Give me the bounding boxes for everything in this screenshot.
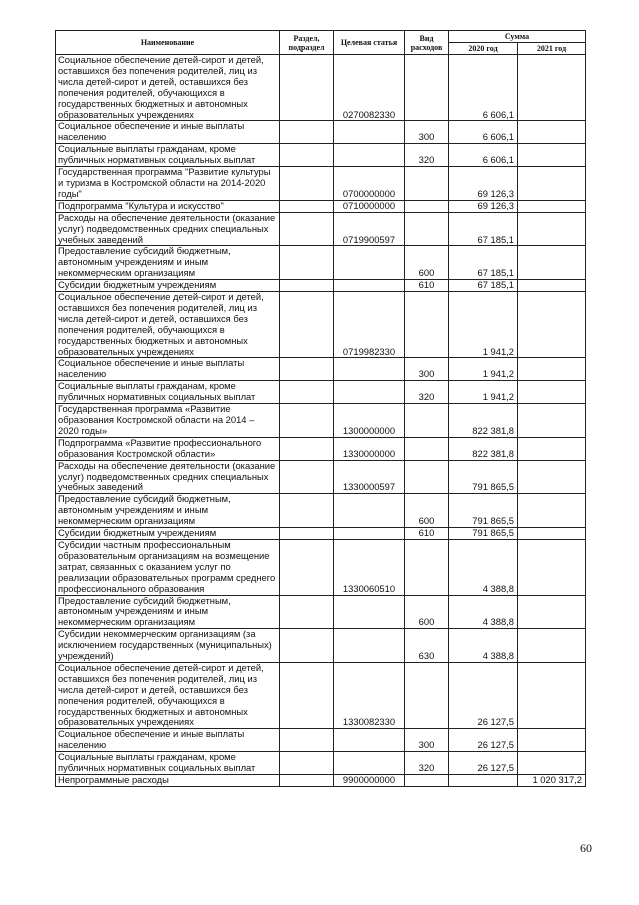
row-section-cell bbox=[280, 121, 334, 144]
row-sum-2020-cell: 26 127,5 bbox=[449, 662, 518, 728]
row-name-cell: Социальное обеспечение и иные выплаты населению bbox=[56, 121, 280, 144]
row-type-cell: 600 bbox=[405, 246, 449, 280]
row-target-cell bbox=[334, 246, 405, 280]
row-target-cell: 9900000000 bbox=[334, 775, 405, 787]
table-row bbox=[56, 539, 586, 595]
row-sum-2021-cell bbox=[518, 212, 586, 246]
row-sum-2020-cell: 822 381,8 bbox=[449, 404, 518, 438]
row-type-cell bbox=[405, 292, 449, 358]
row-sum-2020-cell: 6 606,1 bbox=[449, 144, 518, 167]
row-name-cell: Социальные выплаты гражданам, кроме публичных нормативных социальных выплат bbox=[56, 752, 280, 775]
table-row bbox=[56, 437, 586, 460]
row-name-cell: Субсидии частным профессиональным образовательным организациям на возмещение затрат, связанных с оказанием услуг по реализации образовательных программ среднего профессионального образования bbox=[56, 539, 280, 595]
table-row bbox=[56, 55, 586, 121]
row-sum-2021-cell bbox=[518, 752, 586, 775]
row-sum-2020-cell: 67 185,1 bbox=[449, 280, 518, 292]
row-sum-2021-cell bbox=[518, 292, 586, 358]
row-target-cell: 1330060510 bbox=[334, 539, 405, 595]
table-row bbox=[56, 775, 586, 787]
table-row bbox=[56, 121, 586, 144]
row-name-cell: Субсидии некоммерческим организациям (за исключением государственных (муниципальных) учреждений) bbox=[56, 629, 280, 663]
table-header bbox=[56, 31, 586, 55]
row-name-cell: Государственная программа «Развитие образования Костромской области на 2014 – 2020 годы» bbox=[56, 404, 280, 438]
row-target-cell: 0710000000 bbox=[334, 200, 405, 212]
row-type-cell: 320 bbox=[405, 144, 449, 167]
row-type-cell: 610 bbox=[405, 280, 449, 292]
table-row bbox=[56, 200, 586, 212]
row-section-cell bbox=[280, 662, 334, 728]
row-sum-2021-cell bbox=[518, 280, 586, 292]
row-sum-2020-cell: 67 185,1 bbox=[449, 246, 518, 280]
row-sum-2021-cell bbox=[518, 595, 586, 629]
row-sum-2020-cell: 1 941,2 bbox=[449, 358, 518, 381]
row-sum-2021-cell bbox=[518, 358, 586, 381]
row-target-cell bbox=[334, 595, 405, 629]
row-target-cell bbox=[334, 494, 405, 528]
row-section-cell bbox=[280, 729, 334, 752]
row-type-cell bbox=[405, 437, 449, 460]
row-sum-2020-cell: 69 126,3 bbox=[449, 200, 518, 212]
header-section: Раздел, подраздел bbox=[280, 31, 334, 55]
row-sum-2021-cell bbox=[518, 246, 586, 280]
row-target-cell bbox=[334, 121, 405, 144]
row-name-cell: Социальное обеспечение детей-сирот и детей, оставшихся без попечения родителей, лиц из числа детей-сирот и детей, оставшихся без попечения родителей, обучающихся в государственных бюджетных и автономных образовательных учреждениях bbox=[56, 292, 280, 358]
table-row bbox=[56, 729, 586, 752]
row-target-cell: 0700000000 bbox=[334, 167, 405, 201]
row-name-cell: Субсидии бюджетным учреждениям bbox=[56, 528, 280, 540]
row-sum-2020-cell: 791 865,5 bbox=[449, 494, 518, 528]
row-section-cell bbox=[280, 280, 334, 292]
row-section-cell bbox=[280, 528, 334, 540]
row-section-cell bbox=[280, 460, 334, 494]
row-sum-2021-cell: 1 020 317,2 bbox=[518, 775, 586, 787]
row-target-cell bbox=[334, 729, 405, 752]
row-name-cell: Социальное обеспечение детей-сирот и детей, оставшихся без попечения родителей, лиц из числа детей-сирот и детей, оставшихся без попечения родителей, обучающихся в государственных бюджетных и автономных образовательных учреждениях bbox=[56, 55, 280, 121]
row-target-cell bbox=[334, 752, 405, 775]
row-name-cell: Расходы на обеспечение деятельности (оказание услуг) подведомственных средних специальных учебных заведений bbox=[56, 212, 280, 246]
row-type-cell bbox=[405, 167, 449, 201]
row-type-cell bbox=[405, 55, 449, 121]
budget-table bbox=[55, 30, 586, 787]
row-section-cell bbox=[280, 539, 334, 595]
row-name-cell: Социальное обеспечение и иные выплаты населению bbox=[56, 358, 280, 381]
row-type-cell bbox=[405, 539, 449, 595]
row-type-cell: 300 bbox=[405, 358, 449, 381]
row-name-cell: Социальное обеспечение и иные выплаты населению bbox=[56, 729, 280, 752]
row-section-cell bbox=[280, 55, 334, 121]
row-sum-2020-cell bbox=[449, 775, 518, 787]
row-target-cell: 1330000597 bbox=[334, 460, 405, 494]
row-sum-2021-cell bbox=[518, 55, 586, 121]
row-sum-2021-cell bbox=[518, 629, 586, 663]
row-sum-2020-cell: 791 865,5 bbox=[449, 460, 518, 494]
row-section-cell bbox=[280, 200, 334, 212]
row-target-cell: 0270082330 bbox=[334, 55, 405, 121]
row-section-cell bbox=[280, 212, 334, 246]
row-name-cell: Социальные выплаты гражданам, кроме публичных нормативных социальных выплат bbox=[56, 381, 280, 404]
table-row bbox=[56, 144, 586, 167]
row-section-cell bbox=[280, 358, 334, 381]
row-section-cell bbox=[280, 494, 334, 528]
row-sum-2021-cell bbox=[518, 167, 586, 201]
row-type-cell bbox=[405, 212, 449, 246]
row-sum-2021-cell bbox=[518, 121, 586, 144]
row-type-cell bbox=[405, 200, 449, 212]
row-sum-2021-cell bbox=[518, 539, 586, 595]
row-name-cell: Подпрограмма «Развитие профессионального образования Костромской области» bbox=[56, 437, 280, 460]
row-name-cell: Социальное обеспечение детей-сирот и детей, оставшихся без попечения родителей, лиц из числа детей-сирот и детей, оставшихся без попечения родителей, обучающихся в государственных бюджетных и автономных образовательных учреждениях bbox=[56, 662, 280, 728]
table-row bbox=[56, 358, 586, 381]
row-section-cell bbox=[280, 595, 334, 629]
row-type-cell bbox=[405, 460, 449, 494]
table-row bbox=[56, 167, 586, 201]
row-sum-2020-cell: 1 941,2 bbox=[449, 292, 518, 358]
row-type-cell bbox=[405, 404, 449, 438]
row-target-cell: 1330082330 bbox=[334, 662, 405, 728]
row-section-cell bbox=[280, 437, 334, 460]
row-target-cell bbox=[334, 381, 405, 404]
row-target-cell bbox=[334, 280, 405, 292]
row-name-cell: Социальные выплаты гражданам, кроме публичных нормативных социальных выплат bbox=[56, 144, 280, 167]
row-section-cell bbox=[280, 167, 334, 201]
row-type-cell: 300 bbox=[405, 121, 449, 144]
row-sum-2021-cell bbox=[518, 404, 586, 438]
row-sum-2020-cell: 4 388,8 bbox=[449, 539, 518, 595]
row-type-cell: 630 bbox=[405, 629, 449, 663]
table-row bbox=[56, 595, 586, 629]
table-row bbox=[56, 246, 586, 280]
row-target-cell bbox=[334, 144, 405, 167]
row-sum-2021-cell bbox=[518, 662, 586, 728]
row-sum-2021-cell bbox=[518, 528, 586, 540]
row-section-cell bbox=[280, 246, 334, 280]
row-section-cell bbox=[280, 381, 334, 404]
table-row bbox=[56, 460, 586, 494]
row-name-cell: Подпрограмма "Культура и искусство" bbox=[56, 200, 280, 212]
row-sum-2020-cell: 6 606,1 bbox=[449, 121, 518, 144]
row-name-cell: Субсидии бюджетным учреждениям bbox=[56, 280, 280, 292]
row-target-cell: 0719982330 bbox=[334, 292, 405, 358]
row-sum-2020-cell: 4 388,8 bbox=[449, 629, 518, 663]
row-sum-2021-cell bbox=[518, 460, 586, 494]
row-sum-2021-cell bbox=[518, 437, 586, 460]
row-sum-2020-cell: 26 127,5 bbox=[449, 752, 518, 775]
row-sum-2021-cell bbox=[518, 200, 586, 212]
row-target-cell: 0719900597 bbox=[334, 212, 405, 246]
row-sum-2020-cell: 26 127,5 bbox=[449, 729, 518, 752]
table-row bbox=[56, 494, 586, 528]
row-name-cell: Предоставление субсидий бюджетным, автономным учреждениям и иным некоммерческим организациям bbox=[56, 246, 280, 280]
row-target-cell bbox=[334, 358, 405, 381]
row-target-cell bbox=[334, 528, 405, 540]
row-section-cell bbox=[280, 404, 334, 438]
table-row bbox=[56, 662, 586, 728]
row-target-cell bbox=[334, 629, 405, 663]
row-type-cell: 320 bbox=[405, 752, 449, 775]
row-sum-2020-cell: 1 941,2 bbox=[449, 381, 518, 404]
row-sum-2021-cell bbox=[518, 144, 586, 167]
table-row bbox=[56, 381, 586, 404]
table-row bbox=[56, 292, 586, 358]
row-name-cell: Предоставление субсидий бюджетным, автономным учреждениям и иным некоммерческим организациям bbox=[56, 595, 280, 629]
row-section-cell bbox=[280, 752, 334, 775]
row-type-cell: 600 bbox=[405, 595, 449, 629]
row-type-cell: 300 bbox=[405, 729, 449, 752]
row-name-cell: Расходы на обеспечение деятельности (оказание услуг) подведомственных средних специальных учебных заведений bbox=[56, 460, 280, 494]
table-row bbox=[56, 629, 586, 663]
row-type-cell: 610 bbox=[405, 528, 449, 540]
row-name-cell: Государственная программа "Развитие культуры и туризма в Костромской области на 2014-2020 годы" bbox=[56, 167, 280, 201]
table-row bbox=[56, 528, 586, 540]
header-target: Целевая статья bbox=[334, 31, 405, 55]
table-body bbox=[56, 55, 586, 787]
budget-sheet bbox=[55, 30, 585, 787]
table-row bbox=[56, 752, 586, 775]
table-row bbox=[56, 404, 586, 438]
row-name-cell: Непрограммные расходы bbox=[56, 775, 280, 787]
row-sum-2021-cell bbox=[518, 729, 586, 752]
row-sum-2020-cell: 4 388,8 bbox=[449, 595, 518, 629]
row-name-cell: Предоставление субсидий бюджетным, автономным учреждениям и иным некоммерческим организациям bbox=[56, 494, 280, 528]
header-year-2021: 2021 год bbox=[518, 43, 586, 55]
row-sum-2020-cell: 6 606,1 bbox=[449, 55, 518, 121]
row-sum-2021-cell bbox=[518, 381, 586, 404]
row-type-cell: 320 bbox=[405, 381, 449, 404]
header-sum: Сумма bbox=[449, 31, 586, 43]
row-section-cell bbox=[280, 292, 334, 358]
header-year-2020: 2020 год bbox=[449, 43, 518, 55]
row-section-cell bbox=[280, 144, 334, 167]
row-sum-2020-cell: 791 865,5 bbox=[449, 528, 518, 540]
row-type-cell bbox=[405, 662, 449, 728]
row-sum-2021-cell bbox=[518, 494, 586, 528]
table-row bbox=[56, 280, 586, 292]
row-type-cell: 600 bbox=[405, 494, 449, 528]
header-name: Наименование bbox=[56, 31, 280, 55]
page-number: 60 bbox=[580, 841, 592, 855]
row-section-cell bbox=[280, 629, 334, 663]
row-section-cell bbox=[280, 775, 334, 787]
header-type: Вид расходов bbox=[405, 31, 449, 55]
row-sum-2020-cell: 69 126,3 bbox=[449, 167, 518, 201]
row-sum-2020-cell: 67 185,1 bbox=[449, 212, 518, 246]
row-sum-2020-cell: 822 381,8 bbox=[449, 437, 518, 460]
row-target-cell: 1330000000 bbox=[334, 437, 405, 460]
row-type-cell bbox=[405, 775, 449, 787]
table-row bbox=[56, 212, 586, 246]
row-target-cell: 1300000000 bbox=[334, 404, 405, 438]
